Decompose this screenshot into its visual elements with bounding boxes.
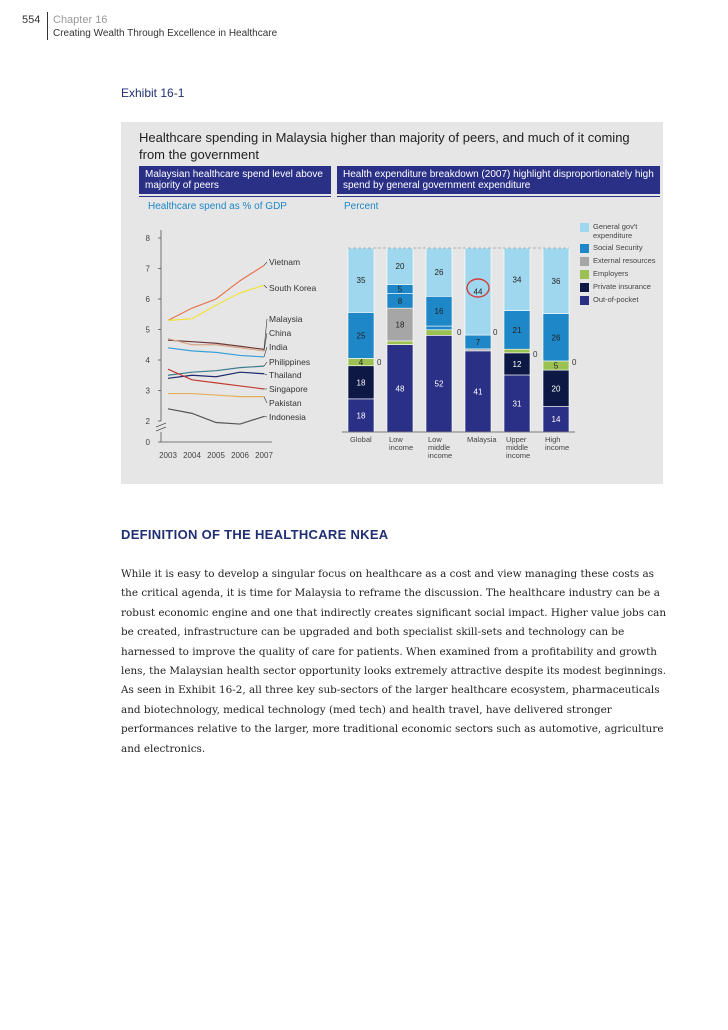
category-label — [389, 435, 413, 452]
y-tick-label: 3 — [145, 386, 150, 396]
category-label — [545, 435, 569, 452]
series-label: India — [269, 342, 288, 352]
legend-label: Social Security — [593, 243, 643, 252]
legend-label: Out-of-pocket — [593, 295, 639, 304]
series-leader-line — [264, 285, 267, 288]
bar-value-label: 26 — [551, 333, 561, 343]
bar-value-label: 18 — [356, 378, 366, 388]
category-label — [506, 435, 530, 460]
bar-segment — [387, 341, 413, 345]
series-leader-line — [264, 397, 267, 403]
legend-item — [580, 256, 664, 266]
legend-item — [580, 282, 664, 292]
legend-item — [580, 295, 664, 305]
zero-value-label: 0 — [572, 358, 577, 367]
chapter-label: Chapter 16 — [53, 14, 108, 26]
series-label: South Korea — [269, 283, 317, 293]
bar-value-label: 16 — [434, 307, 444, 317]
zero-value-label: 0 — [457, 328, 462, 337]
series-line — [168, 369, 264, 389]
line-chart-subtitle: Healthcare spend as % of GDP — [148, 201, 287, 212]
bar-value-label: 26 — [434, 268, 444, 278]
series-label: Philippines — [269, 357, 311, 367]
bar-value-label: 5 — [553, 361, 559, 371]
series-label: Pakistan — [269, 398, 302, 408]
bar-chart-legend — [580, 222, 664, 308]
series-line — [168, 366, 264, 375]
x-tick-label: 2007 — [255, 451, 273, 460]
category-label-line: middle — [506, 443, 529, 452]
line-chart — [139, 220, 335, 470]
category-label-line: Upper — [506, 435, 527, 444]
bar-value-label: 48 — [395, 384, 405, 394]
category-label-line: High — [545, 435, 561, 444]
series-label: China — [269, 328, 292, 338]
bar-value-label: 14 — [551, 415, 561, 425]
category-label-line: income — [506, 451, 531, 460]
bar-value-label: 52 — [434, 379, 444, 389]
bar-value-label: 21 — [512, 325, 522, 335]
x-tick-label: 2004 — [183, 451, 201, 460]
category-label-line: Low — [428, 435, 442, 444]
bar-value-label: 31 — [512, 399, 522, 409]
left-chart-header: Malaysian healthcare spend level above majority of peers — [139, 166, 331, 194]
legend-item — [580, 243, 664, 253]
right-chart-rule — [337, 196, 660, 197]
category-label-line: income — [389, 443, 414, 452]
bar-value-label: 25 — [356, 331, 366, 341]
category-label-line: middle — [428, 443, 451, 452]
category-label-line: income — [545, 443, 570, 452]
bar-value-label: 44 — [473, 287, 483, 297]
legend-label: General gov't expenditure — [593, 222, 638, 240]
y-tick-label: 8 — [145, 234, 150, 243]
exhibit-label: Exhibit 16-1 — [121, 86, 185, 100]
stacked-bar-chart — [337, 240, 577, 480]
legend-label: Employers — [593, 269, 629, 278]
header-divider — [47, 12, 48, 40]
legend-swatch — [580, 223, 589, 232]
series-line — [168, 265, 264, 320]
series-label: Singapore — [269, 384, 308, 394]
bar-value-label: 4 — [358, 358, 364, 368]
bar-value-label: 8 — [397, 296, 403, 306]
y-tick-label: 0 — [145, 438, 150, 447]
series-label: Vietnam — [269, 257, 301, 267]
y-tick-label: 6 — [145, 295, 150, 304]
series-leader-line — [264, 262, 267, 265]
series-label: Thailand — [269, 370, 302, 380]
bar-value-label: 41 — [473, 387, 483, 397]
bar-segment — [426, 326, 452, 330]
series-leader-line — [264, 362, 267, 366]
chapter-title: Creating Wealth Through Excellence in Healthcare — [53, 28, 278, 39]
bar-chart-subtitle: Percent — [344, 201, 379, 212]
legend-swatch — [580, 283, 589, 292]
section-heading: DEFINITION OF THE HEALTHCARE NKEA — [121, 527, 389, 542]
legend-swatch — [580, 257, 589, 266]
body-paragraph: While it is easy to develop a singular focus on healthcare as a cost and view managing these costs as the critical agenda, it is time for Malaysia to reframe the discussion. The healthcare industry can be a robust economic engine and one that indirectly creates significant social impact. Higher value jobs can be created, infrastructure can be upgraded and both specialist skill-sets and technology can be harnessed to improve the quality of care for patients. When examined from a profitability and growth lens, the Malaysian health sector opportunity looks extremely attractive despite its modest beginnings. As seen in Exhibit 16-2, all three key sub-sectors of the larger healthcare ecosystem, pharmaceuticals and biotechnology, medical technology (med tech) and health travel, have delivered stronger performances relative to the larger, more traditional economic sectors such as automotive, agriculture and electronics. — [121, 568, 667, 755]
y-tick-label: 2 — [145, 417, 150, 426]
legend-item — [580, 269, 664, 279]
series-leader-line — [264, 374, 267, 375]
exhibit-title: Healthcare spending in Malaysia higher than majority of peers, and much of it coming from the government — [139, 130, 630, 162]
zero-value-label: 0 — [377, 358, 382, 367]
series-line — [168, 339, 264, 351]
series-label: Indonesia — [269, 412, 306, 422]
category-label — [467, 435, 497, 444]
legend-label: Private insurance — [593, 282, 651, 291]
legend-label: External resources — [593, 256, 656, 265]
y-tick-label: 7 — [145, 264, 150, 274]
series-line — [168, 394, 264, 397]
bar-value-label: 34 — [512, 275, 522, 285]
bar-value-label: 7 — [475, 337, 481, 347]
category-label-line: income — [428, 451, 453, 460]
bar-value-label: 35 — [356, 276, 366, 286]
legend-swatch — [580, 296, 589, 305]
bar-value-label: 12 — [512, 359, 522, 369]
legend-swatch — [580, 270, 589, 279]
x-tick-label: 2005 — [207, 451, 225, 460]
series-leader-line — [264, 416, 267, 417]
page-number: 554 — [22, 14, 41, 26]
series-line — [168, 409, 264, 424]
x-tick-label: 2003 — [159, 451, 177, 460]
bar-value-label: 36 — [551, 276, 561, 286]
legend-swatch — [580, 244, 589, 253]
x-tick-label: 2006 — [231, 451, 249, 460]
zero-value-label: 0 — [533, 350, 538, 359]
bar-segment — [426, 330, 452, 336]
bar-value-label: 18 — [395, 320, 405, 330]
category-label — [350, 435, 372, 444]
series-label: Malaysia — [269, 314, 303, 324]
zero-value-label: 0 — [493, 328, 498, 337]
y-tick-label: 4 — [145, 356, 150, 365]
bar-value-label: 20 — [395, 262, 405, 272]
right-chart-header: Health expenditure breakdown (2007) highlight disproportionately high spend by general government expenditure — [337, 166, 660, 194]
category-label-line: Low — [389, 435, 403, 444]
category-label-line: Global — [350, 435, 372, 444]
category-label-line: Malaysia — [467, 435, 497, 444]
legend-item — [580, 222, 664, 240]
bar-segment — [504, 349, 530, 353]
category-label — [428, 435, 452, 460]
axis-break-mark — [156, 423, 166, 431]
bar-value-label: 18 — [356, 411, 366, 421]
bar-value-label: 20 — [551, 384, 561, 394]
left-chart-rule — [139, 196, 331, 197]
y-tick-label: 5 — [145, 325, 150, 335]
bar-value-label: 5 — [397, 284, 403, 294]
series-line — [168, 285, 264, 320]
